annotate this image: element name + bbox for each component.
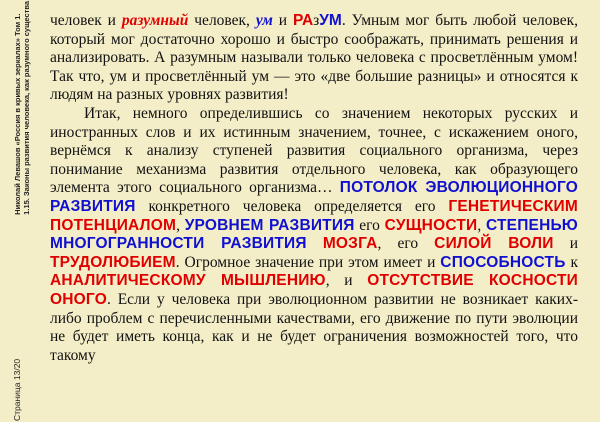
highlight-mozga: МОЗГА <box>322 235 378 253</box>
text-run: . Огромное значение при этом имеет и <box>175 253 441 271</box>
text-run: к <box>565 253 579 271</box>
highlight-sila: СИЛОЙ ВОЛИ <box>434 235 554 253</box>
running-header <box>13 1 31 215</box>
highlight-uroven: УРОВНЕМ РАЗВИТИЯ <box>184 216 355 234</box>
text-run: , <box>176 216 185 234</box>
highlight-um-caps: УМ <box>319 12 342 29</box>
text-run: и <box>272 12 293 29</box>
highlight-razumny: разумный <box>121 12 189 29</box>
side-caption <box>13 1 31 421</box>
text-run: . Умным мог быть любой человек, который мог достаточно хорошо и быстро соображать, принимать решения и анализировать. А разумным называли только человека с просветлённым умом! Так что, ум и просветлённый ум — это «две большие разницы» и относятся к людям на разных уровнях развития! <box>50 12 578 104</box>
text-run: , его <box>377 235 435 253</box>
highlight-trud: ТРУДОЛЮБИЕМ <box>50 253 176 271</box>
highlight-um: ум <box>255 12 273 29</box>
side-row <box>13 1 31 421</box>
side-margin <box>0 0 44 422</box>
text-run: человек и <box>50 12 122 29</box>
page-number: Страница 13/20 <box>12 358 22 421</box>
text-run: человек, <box>188 12 256 29</box>
book-title-line: Николай Левашов «Россия в кривых зеркалах» Том 1. <box>13 13 22 215</box>
highlight-genet: ГЕНЕТИЧЕСКИМ ПОТЕНЦИАЛОМ <box>50 197 578 234</box>
highlight-analit: АНАЛИТИЧЕСКОМУ МЫШЛЕНИЮ <box>50 272 326 290</box>
paragraph-2 <box>50 105 578 365</box>
text-run: . Если у человека при эволюционном развитии не возникает каких-либо проблем с перечисленными качествами, его движение по пути эволюции не будет иметь конца, как и не будет ограничения возможностей того, что такому <box>50 290 578 364</box>
text-run: его <box>354 216 385 234</box>
text-run: , <box>477 216 486 234</box>
text-run: конкретного человека определяется его <box>135 197 449 215</box>
text-run: з <box>313 12 320 29</box>
highlight-ra: РА <box>292 12 314 29</box>
highlight-sushch: СУЩНОСТИ <box>384 216 478 234</box>
highlight-stepen: СТЕПЕНЬЮ МНОГОГРАННОСТИ РАЗВИТИЯ <box>50 216 578 253</box>
paragraph-1 <box>50 12 578 105</box>
highlight-otsut: ОТСУТСТВИЕ КОСНОСТИ ОНОГО <box>50 272 578 308</box>
text-run: , и <box>325 272 368 290</box>
text-run: и <box>553 235 578 253</box>
text-run: Итак, немного определившись со значением некоторых русских и иностранных слов и их истинным значением, точнее, с искажением оного, вернёмся к анализу ступеней развития социального организма, через понимание механизма развития отдельного человека, как образующего элемента этого социального организма… <box>50 104 578 197</box>
body-text <box>50 12 578 422</box>
highlight-sposob: СПОСОБНОСТЬ <box>440 253 566 271</box>
chapter-title-line: 1.15. Законы развития человека, как разумного существа <box>22 1 31 215</box>
highlight-potolok: ПОТОЛОК ЭВОЛЮЦИОННОГО РАЗВИТИЯ <box>50 179 578 215</box>
